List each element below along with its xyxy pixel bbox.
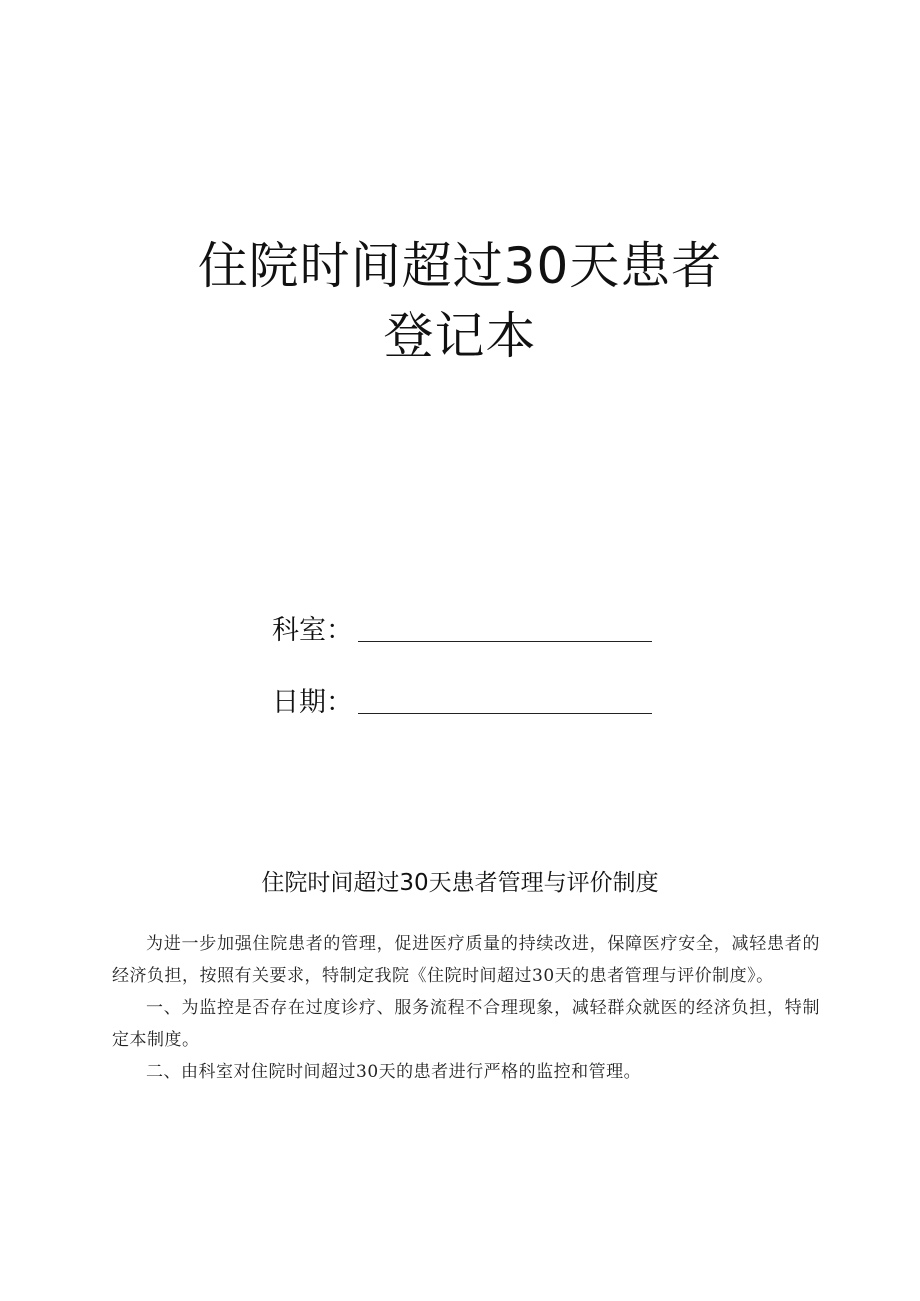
department-field [272,604,652,648]
policy-paragraph-1: 一、为监控是否存在过度诊疗、服务流程不合理现象，减轻群众就医的经济负担，特制定本制度。 [112,998,820,1050]
department-blank-line [358,641,652,642]
department-label: 科室： [272,615,353,646]
cover-title-line2: 登记本 [383,307,537,365]
policy-title: 住院时间超过30天患者管理与评价制度 [261,870,659,896]
date-blank-line [358,713,652,714]
policy-paragraph-2: 二、由科室对住院时间超过30天的患者进行严格的监控和管理。 [146,1062,642,1082]
date-label: 日期： [272,687,353,718]
policy-body [112,928,820,1088]
policy-paragraph-intro: 为进一步加强住院患者的管理，促进医疗质量的持续改进，保障医疗安全，减轻患者的经济负担，按照有关要求，特制定我院《住院时间超过30天的患者管理与评价制度》。 [112,934,820,986]
date-field [272,676,652,720]
cover-title-line1: 住院时间超过30天患者 [197,237,723,295]
